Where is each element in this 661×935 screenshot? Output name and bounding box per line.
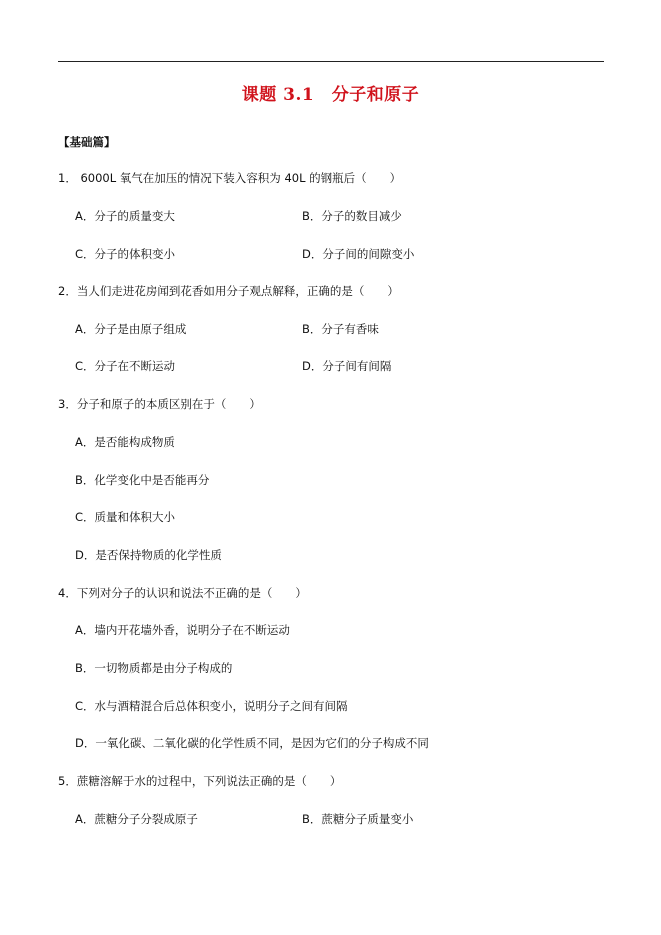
question-2-option-b: B．分子有香味 [302, 322, 379, 336]
section-heading: 【基础篇】 [58, 135, 116, 149]
question-3-option-d: D．是否保持物质的化学性质 [75, 548, 222, 562]
question-3-option-a: A．是否能构成物质 [75, 435, 175, 449]
question-4-option-d: D．一氧化碳、二氧化碳的化学性质不同，是因为它们的分子构成不同 [75, 736, 429, 750]
question-3-option-b: B．化学变化中是否能再分 [75, 473, 210, 487]
question-2-option-d: D．分子间有间隔 [302, 359, 392, 373]
question-5-stem: 5．蔗糖溶解于水的过程中，下列说法正确的是（ ） [58, 774, 342, 788]
question-3-stem: 3．分子和原子的本质区别在于（ ） [58, 397, 261, 411]
header-rule [58, 61, 604, 62]
question-1-option-a: A．分子的质量变大 [75, 209, 175, 223]
question-2-option-a: A．分子是由原子组成 [75, 322, 187, 336]
question-4-option-a: A．墙内开花墙外香，说明分子在不断运动 [75, 623, 290, 637]
question-3-option-c: C．质量和体积大小 [75, 510, 176, 524]
question-4-stem: 4．下列对分子的认识和说法不正确的是（ ） [58, 586, 307, 600]
question-1-option-c: C．分子的体积变小 [75, 247, 176, 261]
question-1-option-d: D．分子间的间隙变小 [302, 247, 415, 261]
question-1-stem: 1． 6000L 氧气在加压的情况下装入容积为 40L 的钢瓶后（ ） [58, 171, 402, 185]
question-4-option-c: C．水与酒精混合后总体积变小，说明分子之间有间隔 [75, 699, 348, 713]
question-2-option-c: C．分子在不断运动 [75, 359, 176, 373]
question-4-option-b: B．一切物质都是由分子构成的 [75, 661, 233, 675]
question-5-option-a: A．蔗糖分子分裂成原子 [75, 812, 198, 826]
page-title: 课题 3.1 分子和原子 [241, 85, 420, 105]
question-1-option-b: B．分子的数目减少 [302, 209, 402, 223]
question-2-stem: 2．当人们走进花房闻到花香如用分子观点解释，正确的是（ ） [58, 284, 399, 298]
question-5-option-b: B．蔗糖分子质量变小 [302, 812, 414, 826]
